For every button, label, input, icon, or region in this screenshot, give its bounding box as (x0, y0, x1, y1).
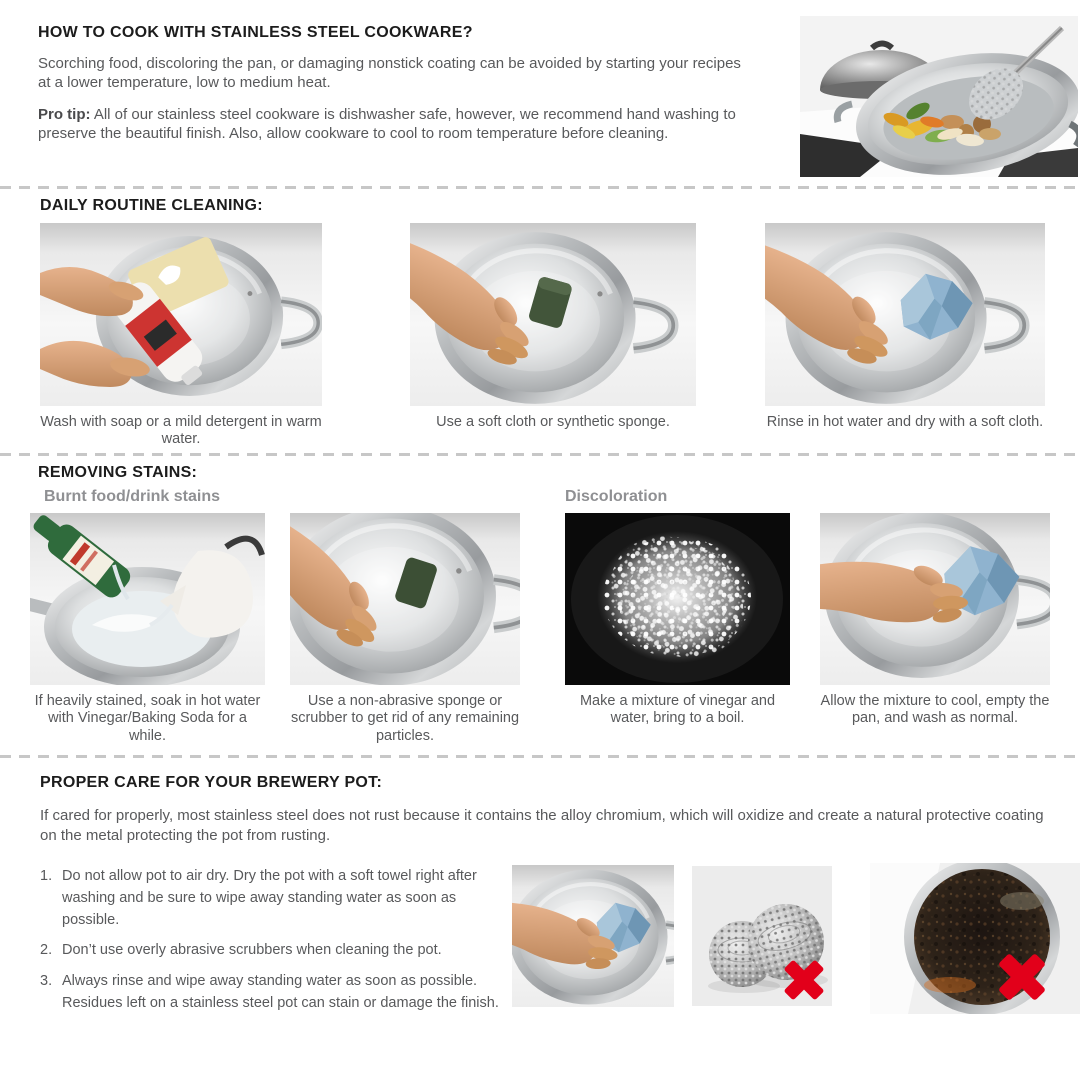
section-how-to-cook (0, 0, 1080, 186)
section-removing-stains (0, 456, 1080, 755)
photo-abrasive-scrubbers-prohibited (692, 866, 832, 1006)
daily-step-1-caption: Wash with soap or a mild detergent in warm water. (40, 414, 322, 448)
section-heading-how-to-cook: HOW TO COOK WITH STAINLESS STEEL COOKWARE? (38, 24, 473, 41)
section-heading-stains: REMOVING STAINS: (38, 464, 198, 481)
photo-rinse-and-dry (765, 223, 1045, 406)
subheading-burnt-stains: Burnt food/drink stains (44, 488, 220, 505)
pro-tip-label: Pro tip: (38, 106, 91, 124)
daily-step-2 (410, 223, 696, 449)
photo-cool-empty-wash (820, 513, 1050, 685)
daily-steps-row (40, 223, 1080, 449)
daily-step-2-caption: Use a soft cloth or synthetic sponge. (436, 414, 670, 430)
stains-subheadings (0, 488, 1080, 508)
care-tip-2 (40, 940, 512, 962)
care-tip-3 (40, 971, 512, 1015)
pro-tip-text: All of our stainless steel cookware is dishwasher safe, however, we recommend hand washing to preserve the beautiful finish. Also, allow cookware to cool to room temperature before cleaning. (38, 106, 736, 143)
stain-step-2-caption: Use a non-abrasive sponge or scrubber to get rid of any remaining particles. (290, 693, 520, 744)
subheading-discoloration: Discoloration (565, 488, 668, 505)
list-text: Always rinse and wipe away standing water as soon as possible. Residues left on a stainless steel pot can stain or damage the finish. (62, 973, 499, 1011)
list-text: Don’t use overly abrasive scrubbers when cleaning the pot. (62, 942, 442, 959)
list-number: 2. (40, 942, 53, 959)
list-text: Do not allow pot to air dry. Dry the pot with a soft towel right after washing and be sure to wipe away standing water as soon as possible. (62, 868, 477, 928)
stain-step-1 (30, 513, 265, 745)
section-heading-daily: DAILY ROUTINE CLEANING: (40, 197, 263, 214)
pro-tip-paragraph (38, 105, 743, 143)
photo-stir-fry-wok (800, 16, 1078, 177)
stain-step-4-caption: Allow the mixture to cool, empty the pan, and wash as normal. (820, 693, 1050, 727)
stain-step-3 (565, 513, 790, 745)
cook-paragraph: Scorching food, discoloring the pan, or damaging nonstick coating can be avoided by starting your recipes at a lower temperature, low to medium heat. (38, 55, 741, 92)
daily-step-3 (765, 223, 1045, 449)
care-paragraph: If cared for properly, most stainless steel does not rust because it contains the alloy chromium, which will oxidize and create a natural protective coating on the metal protecting the pot from rusting. (40, 807, 1044, 844)
section-daily-cleaning (0, 189, 1080, 453)
section-heading-care: PROPER CARE FOR YOUR BREWERY POT: (40, 774, 383, 791)
how-to-cook-text (38, 24, 743, 143)
section-proper-care (0, 758, 1080, 1080)
care-photos (512, 863, 1080, 1038)
photo-soak-vinegar-baking-soda (30, 513, 265, 685)
daily-step-3-caption: Rinse in hot water and dry with a soft cloth. (766, 414, 1044, 430)
stain-step-3-caption: Make a mixture of vinegar and water, bring to a boil. (579, 693, 776, 727)
photo-non-abrasive-scrubbing (290, 513, 520, 685)
care-content-row (0, 863, 1080, 1038)
stain-step-2 (290, 513, 520, 745)
stains-steps-row (30, 513, 1080, 745)
daily-step-1 (40, 223, 322, 449)
stain-step-1-caption: If heavily stained, soak in hot water with Vinegar/Baking Soda for a while. (34, 693, 261, 744)
photo-dry-with-towel (512, 865, 674, 1007)
care-tips-list (40, 866, 512, 1038)
list-number: 3. (40, 973, 53, 989)
photo-rusted-burnt-pot-prohibited (870, 863, 1080, 1014)
photo-soft-cloth-or-sponge (410, 223, 696, 406)
list-number: 1. (40, 868, 53, 884)
stain-step-4 (820, 513, 1050, 745)
photo-wash-with-soap (40, 223, 322, 406)
care-tip-1 (40, 866, 512, 931)
photo-boiling-vinegar-water (565, 513, 790, 685)
